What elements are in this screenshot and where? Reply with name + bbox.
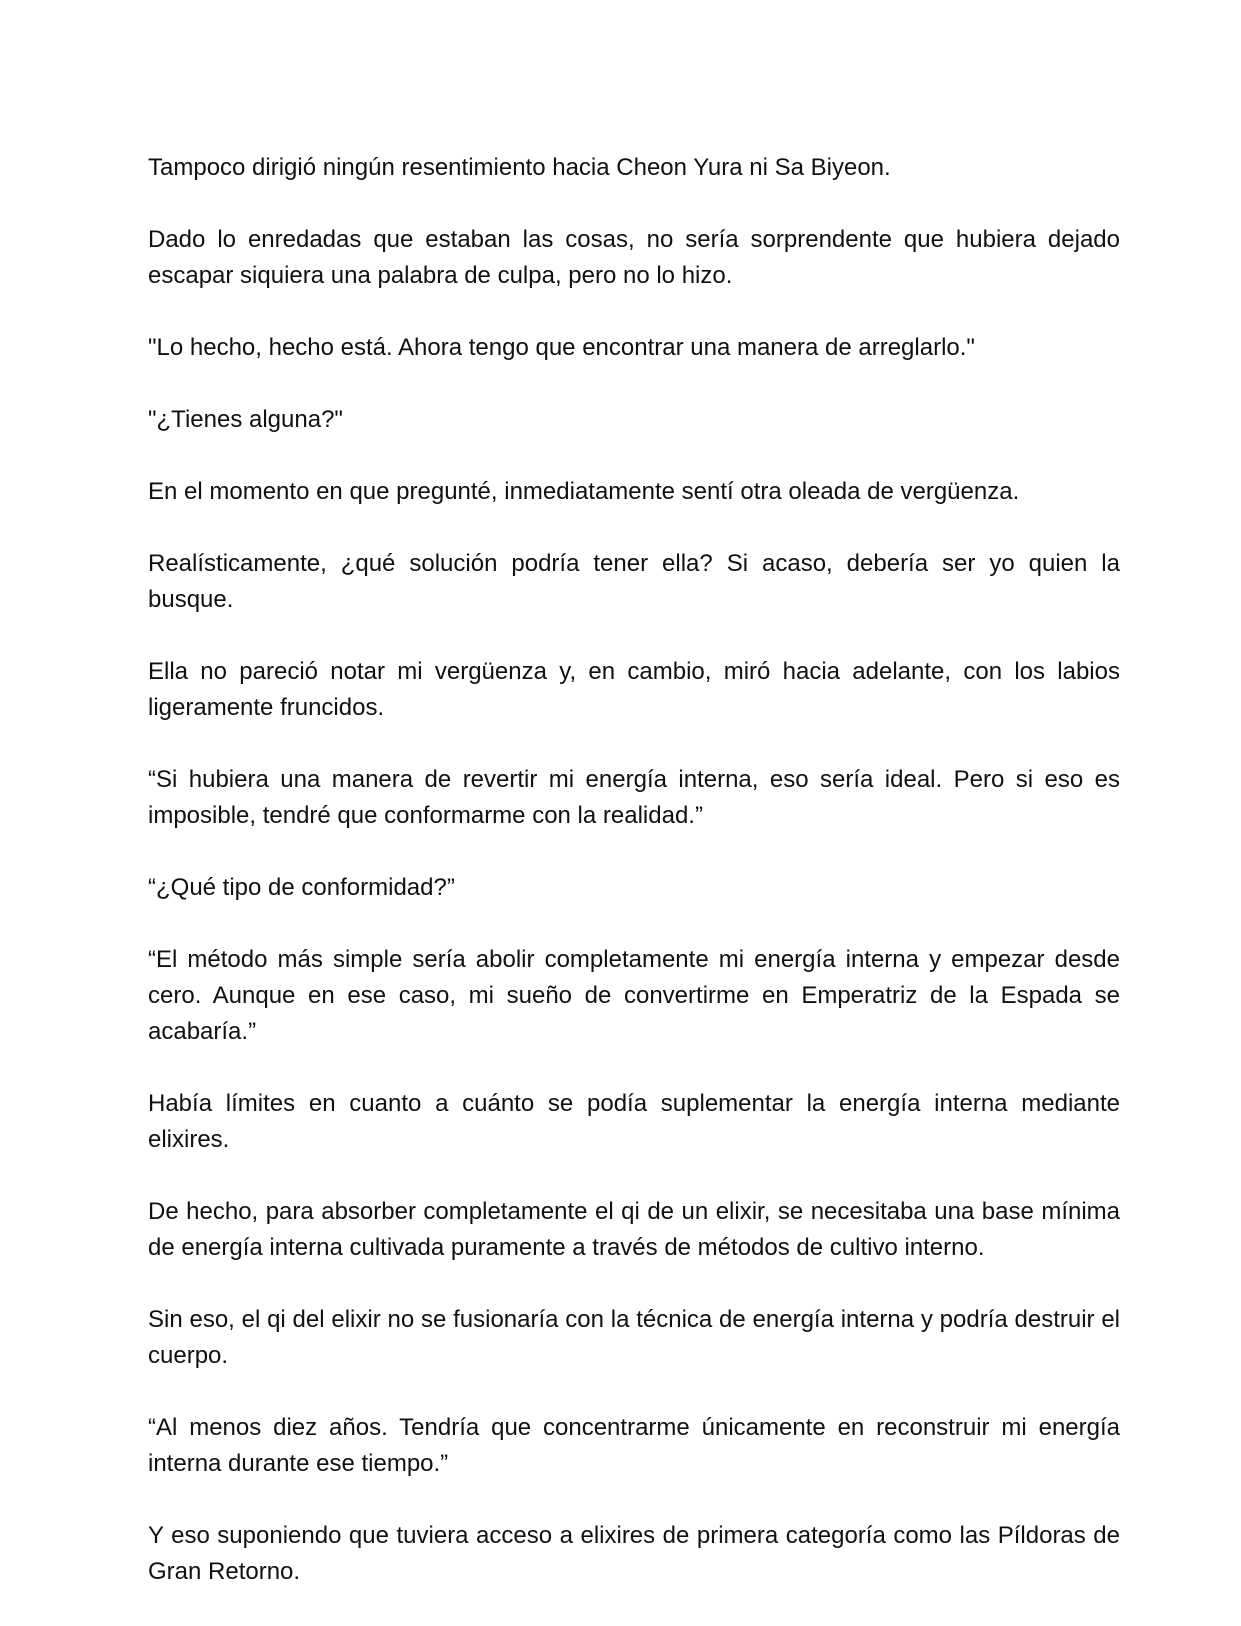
paragraph-6: Realísticamente, ¿qué solución podría tener ella? Si acaso, debería ser yo quien la busque. xyxy=(148,550,1120,613)
paragraph-3: "Lo hecho, hecho está. Ahora tengo que encontrar una manera de arreglarlo." xyxy=(148,334,975,361)
paragraph-2: Dado lo enredadas que estaban las cosas, no sería sorprendente que hubiera dejado escapar siquiera una palabra de culpa, pero no lo hizo. xyxy=(148,226,1120,289)
paragraph-1: Tampoco dirigió ningún resentimiento hacia Cheon Yura ni Sa Biyeon. xyxy=(148,154,891,181)
paragraph-5: En el momento en que pregunté, inmediatamente sentí otra oleada de vergüenza. xyxy=(148,478,1020,505)
paragraph-9: “¿Qué tipo de conformidad?” xyxy=(148,874,455,901)
paragraph-13: Sin eso, el qi del elixir no se fusionaría con la técnica de energía interna y podría destruir el cuerpo. xyxy=(148,1306,1120,1369)
paragraph-15: Y eso suponiendo que tuviera acceso a elixires de primera categoría como las Píldoras de Gran Retorno. xyxy=(148,1522,1120,1585)
paragraph-14: “Al menos diez años. Tendría que concentrarme únicamente en reconstruir mi energía interna durante ese tiempo.” xyxy=(148,1414,1120,1477)
paragraph-8: “Si hubiera una manera de revertir mi energía interna, eso sería ideal. Pero si eso es imposible, tendré que conformarme con la realidad.” xyxy=(148,766,1120,829)
paragraph-10: “El método más simple sería abolir completamente mi energía interna y empezar desde cero. Aunque en ese caso, mi sueño de convertirme en Emperatriz de la Espada se acabaría.” xyxy=(148,946,1120,1045)
paragraph-12: De hecho, para absorber completamente el qi de un elixir, se necesitaba una base mínima de energía interna cultivada puramente a través de métodos de cultivo interno. xyxy=(148,1198,1120,1261)
paragraph-11: Había límites en cuanto a cuánto se podía suplementar la energía interna mediante elixires. xyxy=(148,1090,1120,1153)
paragraph-4: "¿Tienes alguna?" xyxy=(148,406,343,433)
paragraph-7: Ella no pareció notar mi vergüenza y, en cambio, miró hacia adelante, con los labios ligeramente fruncidos. xyxy=(148,658,1120,721)
document-body xyxy=(148,150,1120,1626)
